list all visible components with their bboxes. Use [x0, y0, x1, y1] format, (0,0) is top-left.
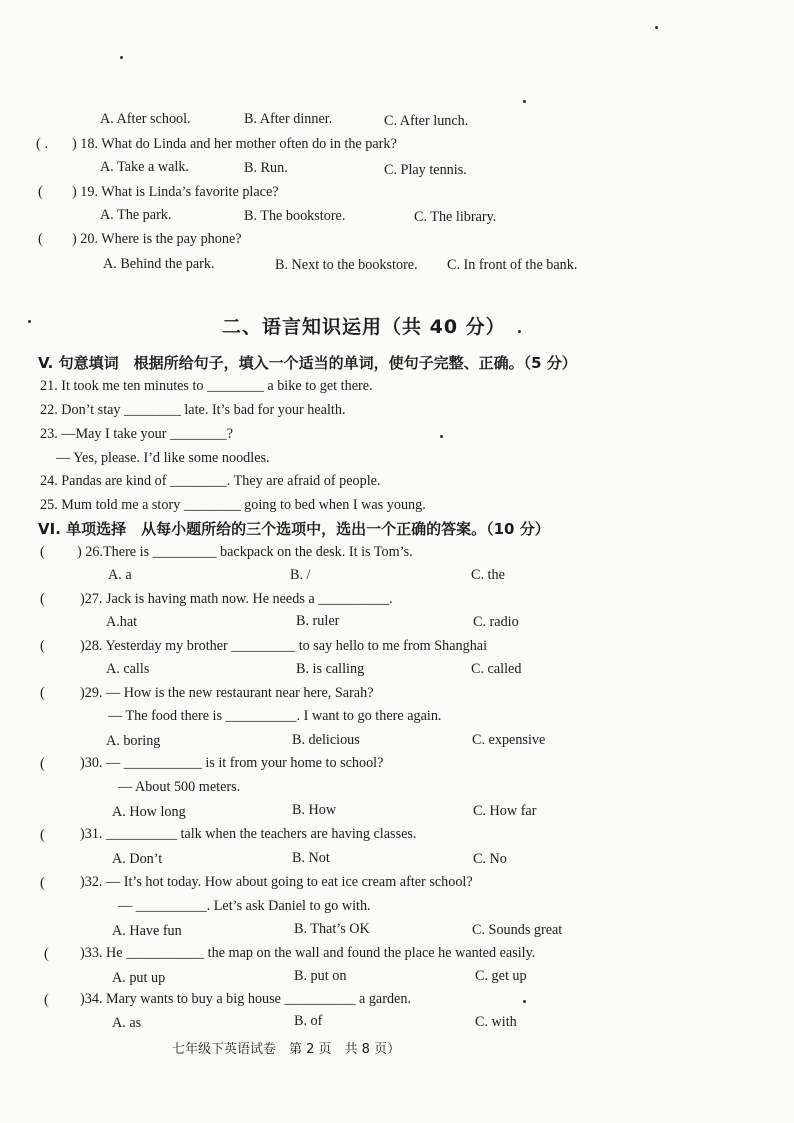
scan-speck [120, 56, 123, 59]
option-a: A. as [112, 1015, 142, 1031]
option-c: C. The library. [414, 209, 497, 225]
question-stem: ) 26.There is _________ backpack on the desk. It is Tom’s. [77, 544, 413, 560]
option-b: B. delicious [292, 732, 360, 748]
fill-item-23-reply: — Yes, please. I’d like some noodles. [56, 450, 270, 466]
answer-paren: ( [40, 875, 45, 891]
fill-item-21: 21. It took me ten minutes to ________ a bike to get there. [40, 378, 373, 394]
fill-item-23: 23. —May I take your ________? [40, 426, 234, 442]
option-c: C. expensive [472, 732, 546, 748]
option-b: B. ruler [296, 613, 340, 629]
question-stem: )27. Jack is having math now. He needs a __________. [80, 591, 393, 607]
option-a: A. boring [106, 733, 161, 749]
scan-speck [523, 1000, 526, 1003]
scan-speck [440, 435, 443, 438]
section-vi-heading: VI. 单项选择 从每小题所给的三个选项中，选出一个正确的答案。（10 分） [38, 520, 550, 538]
option-a: A. calls [106, 661, 150, 677]
option-c: C. radio [473, 614, 519, 630]
answer-paren: ( [40, 591, 45, 607]
option-c: C. Play tennis. [384, 162, 467, 178]
option-c: C. No [473, 851, 507, 867]
question-stem-reply: — __________. Let’s ask Daniel to go with. [118, 898, 371, 914]
question-stem: ) 20. Where is the pay phone? [72, 231, 242, 247]
answer-paren: ( [38, 231, 43, 247]
option-b: B. How [292, 802, 337, 818]
option-b: B. Run. [244, 160, 288, 176]
answer-paren: ( [40, 827, 45, 843]
option-c: C. called [471, 661, 522, 677]
option-c: C. the [471, 567, 505, 583]
option-b: B. Next to the bookstore. [275, 257, 418, 273]
option-a: A. put up [112, 970, 166, 986]
answer-paren: ( . [36, 136, 49, 152]
option-b: B. That’s OK [294, 921, 370, 937]
question-stem: ) 19. What is Linda’s favorite place? [72, 184, 279, 200]
option-b: B. Not [292, 850, 330, 866]
fill-item-22: 22. Don’t stay ________ late. It’s bad for your health. [40, 402, 346, 418]
scan-speck [518, 330, 521, 333]
answer-paren: ( [44, 946, 49, 962]
option-b: B. of [294, 1013, 323, 1029]
question-stem: )33. He ___________ the map on the wall and found the place he wanted easily. [80, 945, 536, 961]
answer-paren: ( [40, 756, 45, 772]
option-c: C. get up [475, 968, 527, 984]
answer-paren: ( [44, 992, 49, 1008]
scan-speck [655, 26, 658, 29]
option-a: A. Don’t [112, 851, 163, 867]
option-a: A. a [108, 567, 132, 583]
answer-paren: ( [40, 544, 45, 560]
option-a: A. The park. [100, 207, 172, 223]
section-title: 二、语言知识运用（共 40 分） [222, 316, 506, 338]
answer-paren: ( [38, 184, 43, 200]
question-stem: ) 18. What do Linda and her mother often do in the park? [72, 136, 397, 152]
question-stem: )29. — How is the new restaurant near here, Sarah? [80, 685, 374, 701]
question-stem: )34. Mary wants to buy a big house __________ a garden. [80, 991, 411, 1007]
fill-item-25: 25. Mum told me a story ________ going to bed when I was young. [40, 497, 426, 513]
scan-speck [28, 320, 31, 323]
option-c: C. with [475, 1014, 517, 1030]
option-b: B. put on [294, 968, 347, 984]
q17-option-b: B. After dinner. [244, 111, 333, 127]
page-footer: 七年级下英语试卷 第 2 页 共 8 页） [172, 1042, 401, 1057]
question-stem: )28. Yesterday my brother _________ to say hello to me from Shanghai [80, 638, 488, 654]
option-c: C. Sounds great [472, 922, 563, 938]
option-b: B. / [290, 567, 311, 583]
question-stem: )30. — ___________ is it from your home to school? [80, 755, 384, 771]
question-stem-reply: — About 500 meters. [118, 779, 241, 795]
option-c: C. How far [473, 803, 537, 819]
option-c: C. In front of the bank. [447, 257, 578, 273]
option-a: A. Take a walk. [100, 159, 189, 175]
fill-item-24: 24. Pandas are kind of ________. They are afraid of people. [40, 473, 381, 489]
q17-option-c: C. After lunch. [384, 113, 469, 129]
option-b: B. The bookstore. [244, 208, 346, 224]
option-a: A. Have fun [112, 923, 182, 939]
answer-paren: ( [40, 685, 45, 701]
question-stem: )32. — It’s hot today. How about going to eat ice cream after school? [80, 874, 473, 890]
answer-paren: ( [40, 638, 45, 654]
option-a: A. Behind the park. [103, 256, 215, 272]
scan-speck [523, 100, 526, 103]
question-stem: )31. __________ talk when the teachers are having classes. [80, 826, 417, 842]
option-a: A.hat [106, 614, 138, 630]
option-a: A. How long [112, 804, 186, 820]
section-v-heading: V. 句意填词 根据所给句子，填入一个适当的单词，使句子完整、正确。（5 分） [38, 354, 577, 372]
q17-option-a: A. After school. [100, 111, 191, 127]
option-b: B. is calling [296, 661, 365, 677]
question-stem-reply: — The food there is __________. I want to go there again. [108, 708, 442, 724]
